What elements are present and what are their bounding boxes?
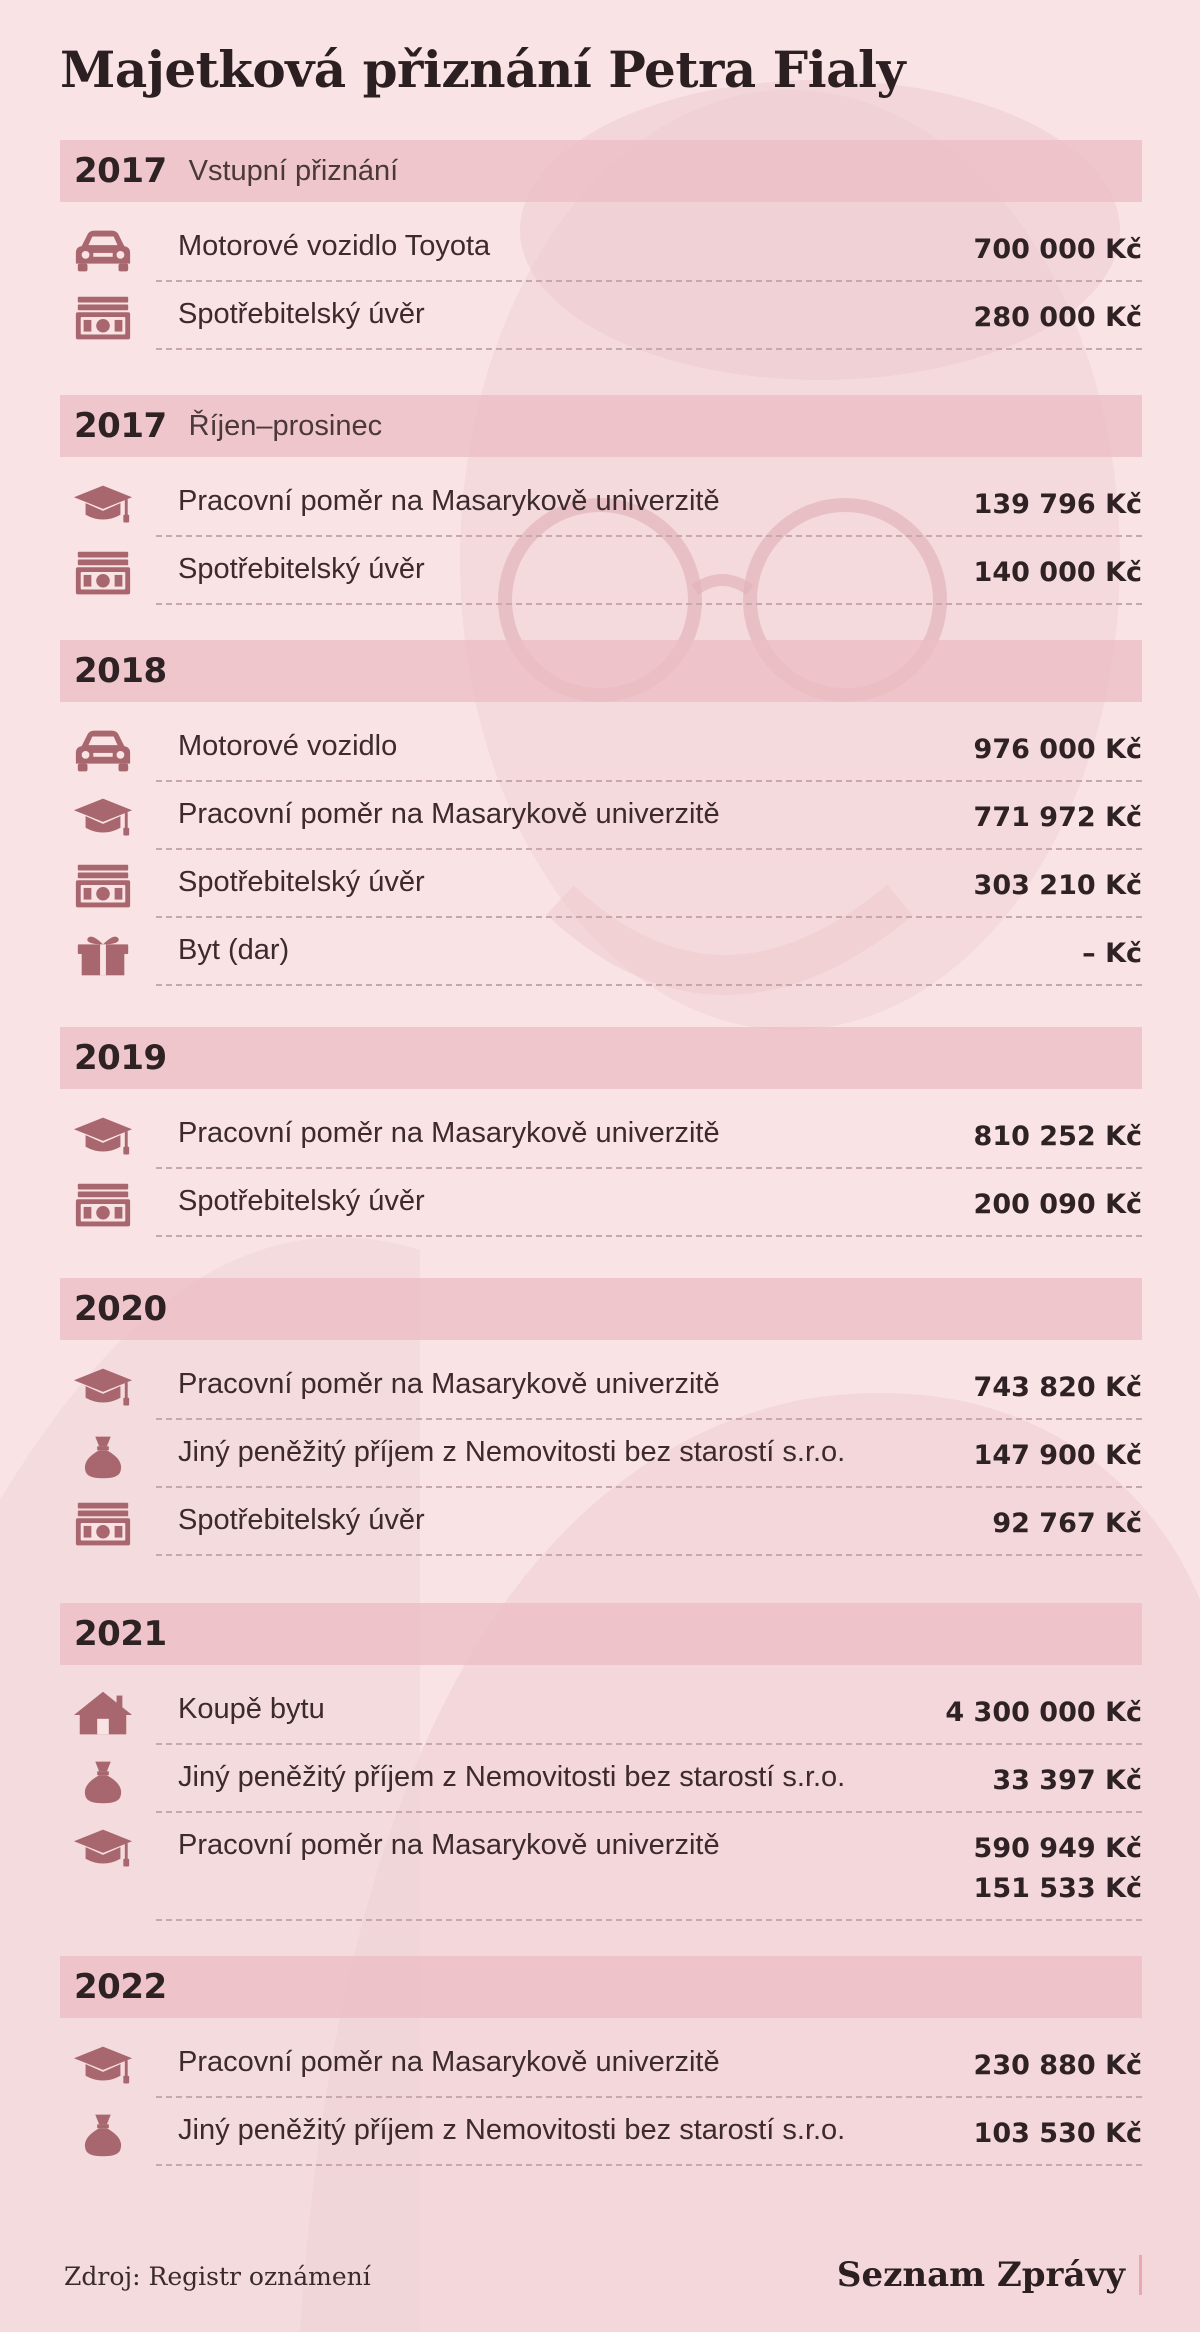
row-label: Pracovní poměr na Masarykově univerzitě [178,1368,720,1400]
declaration-row [60,1109,1142,1177]
dashed-divider [156,1919,1142,1921]
row-label: Pracovní poměr na Masarykově univerzitě [178,485,720,517]
year-header [60,1278,1142,1340]
amount-value: 139 796 Kč [973,489,1142,520]
row-amount [974,2046,1142,2086]
house-icon [68,1685,138,1741]
row-amount [974,1117,1142,1157]
row-amount [974,1829,1142,1909]
year-header [60,1603,1142,1665]
dashed-divider [156,780,1142,782]
dashed-divider [156,1554,1142,1556]
graduation-cap-icon [68,2038,138,2094]
declaration-row [60,1821,1142,1929]
year-section [60,395,1142,613]
row-amount [945,1693,1142,1733]
declaration-row [60,1753,1142,1821]
declaration-row [60,1685,1142,1753]
brand-logo: Seznam Zprávy [837,2255,1142,2295]
amount-value: 230 880 Kč [973,2050,1142,2081]
row-label: Spotřebitelský úvěr [178,866,425,898]
car-icon [68,222,138,278]
gift-icon [68,926,138,982]
graduation-cap-icon [68,790,138,846]
car-icon [68,722,138,778]
amount-value: 743 820 Kč [973,1372,1142,1403]
source-note: Zdroj: Registr oznámení [64,2262,371,2291]
money-icon [68,1496,138,1552]
graduation-cap-icon [68,477,138,533]
row-amount [1082,934,1142,974]
year-header [60,395,1142,457]
row-label: Pracovní poměr na Masarykově univerzitě [178,1117,720,1149]
graduation-cap-icon [68,1821,138,1877]
row-label: Jiný peněžitý příjem z Nemovitosti bez starostí s.r.o. [178,1436,846,1468]
year-label: 2020 [74,1289,167,1329]
row-label: Spotřebitelský úvěr [178,298,425,330]
money-bag-icon [68,2106,138,2162]
row-amount [974,730,1142,770]
row-amount [974,553,1142,593]
row-amount [974,866,1142,906]
year-section [60,1956,1142,2174]
year-label: 2021 [74,1614,167,1654]
row-amount [974,1368,1142,1408]
amount-value: 590 949 Kč [973,1833,1142,1864]
year-header [60,1027,1142,1089]
declaration-row [60,1177,1142,1245]
amount-value: 280 000 Kč [973,302,1142,333]
dashed-divider [156,2096,1142,2098]
declaration-row [60,722,1142,790]
declaration-row [60,2038,1142,2106]
year-header [60,640,1142,702]
row-label: Jiný peněžitý příjem z Nemovitosti bez starostí s.r.o. [178,2114,846,2146]
amount-value: 151 533 Kč [973,1873,1142,1904]
amount-value: – Kč [1082,938,1142,969]
dashed-divider [156,1418,1142,1420]
graduation-cap-icon [68,1360,138,1416]
amount-value: 4 300 000 Kč [945,1697,1142,1728]
dashed-divider [156,348,1142,350]
dashed-divider [156,2164,1142,2166]
dashed-divider [156,603,1142,605]
year-header [60,1956,1142,2018]
amount-value: 33 397 Kč [992,1765,1142,1796]
amount-value: 976 000 Kč [973,734,1142,765]
section-subtitle: Vstupní přiznání [188,154,399,187]
dashed-divider [156,916,1142,918]
declaration-row [60,926,1142,994]
row-label: Byt (dar) [178,934,290,966]
year-label: 2022 [74,1967,167,2007]
year-label: 2017 [74,151,167,191]
money-icon [68,1177,138,1233]
money-icon [68,290,138,346]
year-label: 2019 [74,1038,167,1078]
dashed-divider [156,1811,1142,1813]
amount-value: 200 090 Kč [973,1189,1142,1220]
year-section [60,140,1142,358]
amount-value: 700 000 Kč [973,234,1142,265]
amount-value: 140 000 Kč [973,557,1142,588]
year-section [60,1278,1142,1564]
row-label: Pracovní poměr na Masarykově univerzitě [178,2046,720,2078]
row-amount [974,230,1142,270]
row-label: Koupě bytu [178,1693,325,1725]
amount-value: 147 900 Kč [973,1440,1142,1471]
declaration-row [60,1496,1142,1564]
dashed-divider [156,984,1142,986]
amount-value: 771 972 Kč [973,802,1142,833]
declaration-row [60,1360,1142,1428]
declaration-row [60,790,1142,858]
row-label: Pracovní poměr na Masarykově univerzitě [178,1829,720,1861]
declaration-row [60,477,1142,545]
money-icon [68,545,138,601]
amount-value: 303 210 Kč [973,870,1142,901]
row-label: Spotřebitelský úvěr [178,1504,425,1536]
row-label: Motorové vozidlo [178,730,398,762]
year-label: 2018 [74,651,167,691]
row-amount [974,298,1142,338]
dashed-divider [156,1235,1142,1237]
dashed-divider [156,535,1142,537]
dashed-divider [156,1167,1142,1169]
row-amount [974,1436,1142,1476]
money-bag-icon [68,1753,138,1809]
year-section [60,1027,1142,1245]
dashed-divider [156,848,1142,850]
dashed-divider [156,1743,1142,1745]
row-label: Jiný peněžitý příjem z Nemovitosti bez starostí s.r.o. [178,1761,846,1793]
declaration-row [60,222,1142,290]
year-section [60,640,1142,994]
row-label: Motorové vozidlo Toyota [178,230,491,262]
year-label: 2017 [74,406,167,446]
section-subtitle: Říjen–prosinec [188,409,383,442]
row-amount [974,485,1142,525]
graduation-cap-icon [68,1109,138,1165]
row-amount [992,1761,1142,1801]
row-amount [992,1504,1142,1544]
amount-value: 810 252 Kč [973,1121,1142,1152]
dashed-divider [156,280,1142,282]
amount-value: 103 530 Kč [973,2118,1142,2149]
year-header [60,140,1142,202]
declaration-row [60,858,1142,926]
row-label: Spotřebitelský úvěr [178,1185,425,1217]
year-section [60,1603,1142,1929]
declaration-row [60,2106,1142,2174]
row-amount [974,798,1142,838]
money-icon [68,858,138,914]
dashed-divider [156,1486,1142,1488]
declaration-row [60,545,1142,613]
row-label: Spotřebitelský úvěr [178,553,425,585]
declaration-row [60,1428,1142,1496]
money-bag-icon [68,1428,138,1484]
amount-value: 92 767 Kč [992,1508,1142,1539]
row-label: Pracovní poměr na Masarykově univerzitě [178,798,720,830]
row-amount [974,2114,1142,2154]
row-amount [974,1185,1142,1225]
declaration-row [60,290,1142,358]
page-title: Majetková přiznání Petra Fialy [60,40,906,99]
